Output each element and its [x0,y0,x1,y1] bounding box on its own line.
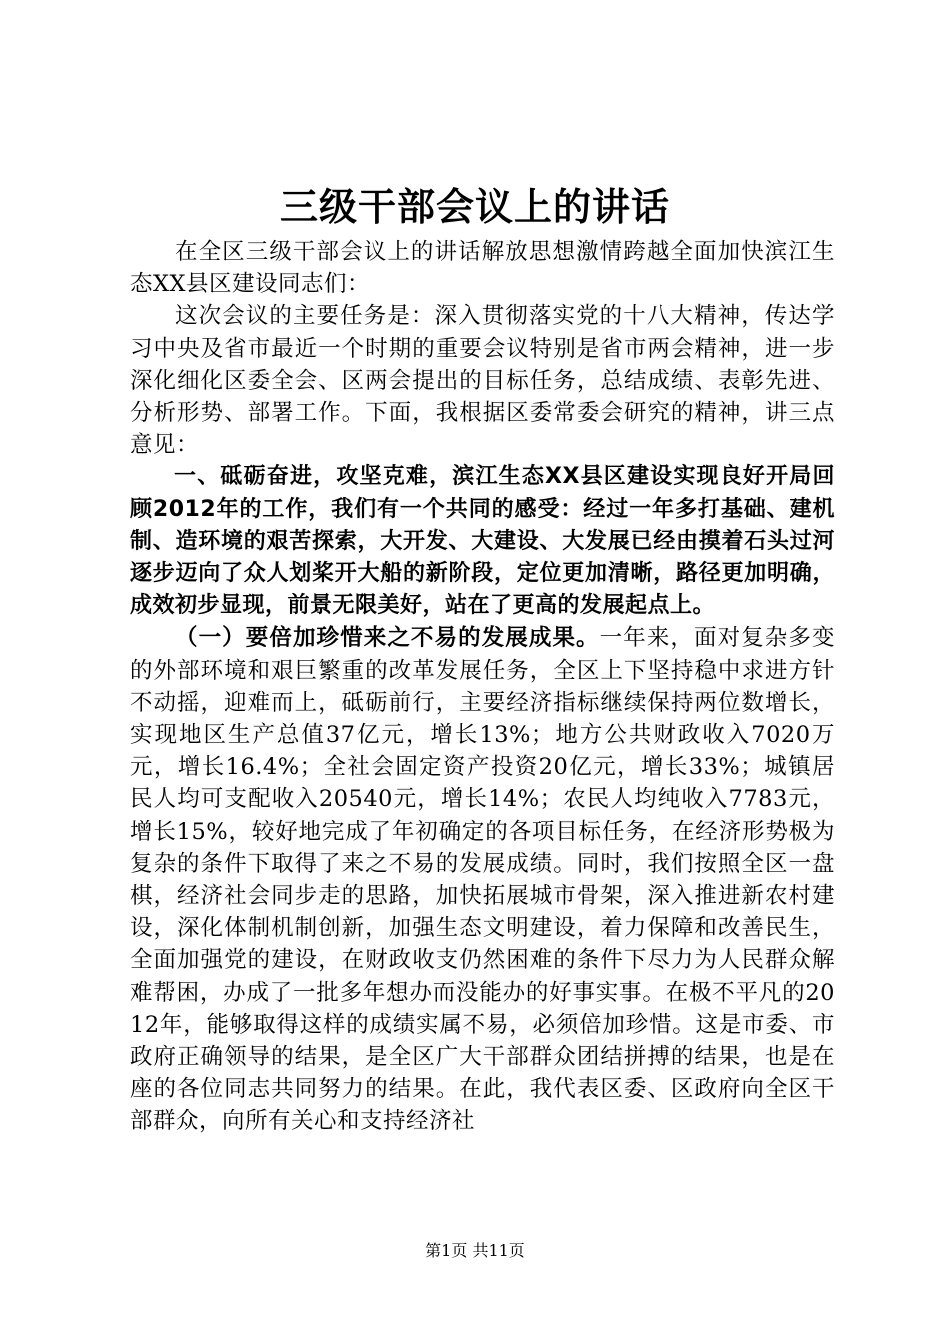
intro-paragraph: 这次会议的主要任务是：深入贯彻落实党的十八大精神，传达学习中央及省市最近一个时期的重要会议特别是省市两会精神，进一步深化细化区委全会、区两会提出的目标任务，总结成绩、表彰先进、分析形势、部署工作。下面，我根据区委常委会研究的精神，讲三点意见： [130,303,835,459]
subsection-one-body: 一年来，面对复杂多变的外部环境和艰巨繁重的改革发展任务，全区上下坚持稳中求进方针不动摇，迎难而上，砥砺前行，主要经济指标继续保持两位数增长，实现地区生产总值37亿元，增长13%；地方公共财政收入7020万元，增长16.4%；全社会固定资产投资20亿元，增长33%；城镇居民人均可支配收入20540元，增长14%；农民人均纯收入7783元，增长15%，较好地完成了年初确定的各项目标任务，在经济形势极为复杂的条件下取得了来之不易的发展成绩。同时，我们按照全区一盘棋，经济社会同步走的思路，加快拓展城市骨架，深入推进新农村建设，深化体制机制创新，加强生态文明建设，着力保障和改善民生，全面加强党的建设，在财政收支仍然困难的条件下尽力为人民群众解难帮困，办成了一批多年想办而没能办的好事实事。在极不平凡的2012年，能够取得这样的成绩实属不易，必须倍加珍惜。这是市委、市政府正确领导的结果，是全区广大干部群众团结拼搏的结果，也是在座的各位同志共同努力的结果。在此，我代表区委、区政府向全区干部群众，向所有关心和支持经济社 [130,625,835,1135]
page-number-footer: 第1页 共11页 [425,1241,525,1260]
section-one-heading-paragraph: 一、砥砺奋进，攻坚克难，滨江生态XX县区建设实现良好开局回顾2012年的工作，我们有一个共同的感受：经过一年多打基础、建机制、造环境的艰苦探索，大开发、大建设、大发展已经由摸着石头过河逐步迈向了众人划桨开大船的新阶段，定位更加清晰，路径更加明确，成效初步显现，前景无限美好，站在了更高的发展起点上。 [130,464,835,619]
document-body [130,236,835,1138]
greeting-paragraph: 在全区三级干部会议上的讲话解放思想激情跨越全面加快滨江生态XX县区建设同志们： [130,239,835,298]
subsection-one-paragraph [130,622,835,1137]
subsection-one-lead: （一）要倍加珍惜来之不易的发展成果。 [175,625,600,652]
document-title: 三级干部会议上的讲话 [279,184,670,229]
